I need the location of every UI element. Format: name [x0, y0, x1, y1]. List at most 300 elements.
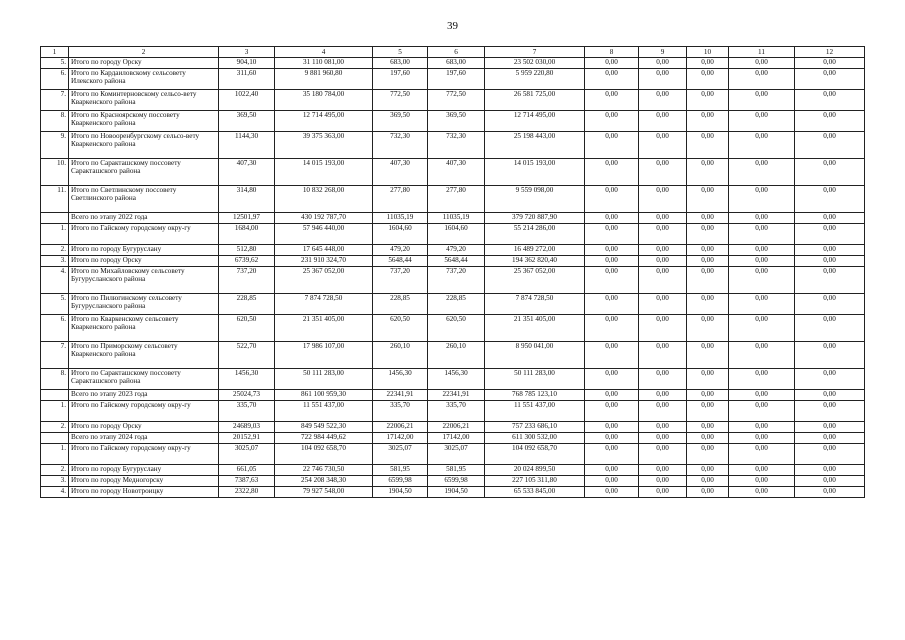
table-row: [41, 132, 865, 159]
value-cell-col-10: 0,00: [687, 294, 729, 315]
value-cell-col-4: 231 910 324,70: [275, 256, 373, 267]
value-cell-col-5: 11035,19: [373, 213, 428, 224]
table-row: [41, 159, 865, 186]
value-cell-col-4: 31 110 081,00: [275, 58, 373, 69]
value-cell-col-10: 0,00: [687, 444, 729, 465]
value-cell-col-8: 0,00: [585, 224, 639, 245]
value-cell-col-11: 0,00: [729, 476, 795, 487]
value-cell-col-12: 0,00: [795, 294, 865, 315]
table-row: [41, 111, 865, 132]
value-cell-col-5: 1604,60: [373, 224, 428, 245]
value-cell-col-11: 0,00: [729, 369, 795, 390]
value-cell-col-8: 0,00: [585, 433, 639, 444]
value-cell-col-10: 0,00: [687, 224, 729, 245]
value-cell-col-9: 0,00: [639, 132, 687, 159]
row-name-cell: Итого по городу Медногорску: [69, 476, 219, 487]
value-cell-col-4: 7 874 728,50: [275, 294, 373, 315]
column-header-9: 9: [639, 47, 687, 58]
value-cell-col-9: 0,00: [639, 433, 687, 444]
value-cell-col-11: 0,00: [729, 111, 795, 132]
value-cell-col-11: 0,00: [729, 267, 795, 294]
value-cell-col-10: 0,00: [687, 433, 729, 444]
column-header-12: 12: [795, 47, 865, 58]
value-cell-col-7: 25 198 443,00: [485, 132, 585, 159]
value-cell-col-7: 50 111 283,00: [485, 369, 585, 390]
row-name-cell: Итого по Красноярскому поссовету Кваркенского района: [69, 111, 219, 132]
value-cell-col-11: 0,00: [729, 90, 795, 111]
value-cell-col-10: 0,00: [687, 342, 729, 369]
value-cell-col-3: 12501,97: [219, 213, 275, 224]
value-cell-col-11: 0,00: [729, 342, 795, 369]
value-cell-col-5: 620,50: [373, 315, 428, 342]
value-cell-col-11: 0,00: [729, 401, 795, 422]
value-cell-col-10: 0,00: [687, 186, 729, 213]
value-cell-col-11: 0,00: [729, 444, 795, 465]
column-header-3: 3: [219, 47, 275, 58]
value-cell-col-11: 0,00: [729, 224, 795, 245]
row-name-cell: Всего по этапу 2022 года: [69, 213, 219, 224]
value-cell-col-9: 0,00: [639, 476, 687, 487]
value-cell-col-9: 0,00: [639, 444, 687, 465]
value-cell-col-6: 6599,98: [428, 476, 485, 487]
value-cell-col-12: 0,00: [795, 267, 865, 294]
value-cell-col-8: 0,00: [585, 69, 639, 90]
value-cell-col-4: 104 092 658,70: [275, 444, 373, 465]
value-cell-col-12: 0,00: [795, 90, 865, 111]
table-row: [41, 256, 865, 267]
value-cell-col-5: 772,50: [373, 90, 428, 111]
value-cell-col-12: 0,00: [795, 401, 865, 422]
value-cell-col-7: 104 092 658,70: [485, 444, 585, 465]
value-cell-col-6: 772,50: [428, 90, 485, 111]
row-number-cell: [41, 213, 69, 224]
row-number-cell: 7.: [41, 90, 69, 111]
value-cell-col-6: 17142,00: [428, 433, 485, 444]
row-name-cell: Итого по Саракташскому поссовету Саракташского района: [69, 369, 219, 390]
header-row: [41, 47, 865, 58]
row-name-cell: Итого по Новооренбургскому сельсо-вету Кваркенского района: [69, 132, 219, 159]
value-cell-col-12: 0,00: [795, 69, 865, 90]
value-cell-col-11: 0,00: [729, 256, 795, 267]
row-name-cell: Итого по Кардаиловскому сельсовету Илекского района: [69, 69, 219, 90]
value-cell-col-7: 9 559 098,00: [485, 186, 585, 213]
value-cell-col-10: 0,00: [687, 58, 729, 69]
value-cell-col-6: 197,60: [428, 69, 485, 90]
table-row: [41, 58, 865, 69]
value-cell-col-5: 1456,30: [373, 369, 428, 390]
value-cell-col-3: 512,80: [219, 245, 275, 256]
row-number-cell: 2.: [41, 422, 69, 433]
value-cell-col-3: 335,70: [219, 401, 275, 422]
value-cell-col-12: 0,00: [795, 245, 865, 256]
row-number-cell: 5.: [41, 294, 69, 315]
value-cell-col-10: 0,00: [687, 245, 729, 256]
row-name-cell: Итого по Светлинскому поссовету Светлинского района: [69, 186, 219, 213]
value-cell-col-11: 0,00: [729, 390, 795, 401]
table-row: [41, 422, 865, 433]
row-number-cell: 4.: [41, 267, 69, 294]
value-cell-col-11: 0,00: [729, 422, 795, 433]
table-row: [41, 487, 865, 498]
value-cell-col-10: 0,00: [687, 476, 729, 487]
value-cell-col-12: 0,00: [795, 213, 865, 224]
value-cell-col-7: 21 351 405,00: [485, 315, 585, 342]
value-cell-col-5: 1904,50: [373, 487, 428, 498]
value-cell-col-8: 0,00: [585, 267, 639, 294]
value-cell-col-11: 0,00: [729, 465, 795, 476]
value-cell-col-5: 369,50: [373, 111, 428, 132]
value-cell-col-5: 6599,98: [373, 476, 428, 487]
value-cell-col-9: 0,00: [639, 245, 687, 256]
value-cell-col-12: 0,00: [795, 159, 865, 186]
value-cell-col-10: 0,00: [687, 267, 729, 294]
table-row: [41, 369, 865, 390]
value-cell-col-9: 0,00: [639, 315, 687, 342]
value-cell-col-8: 0,00: [585, 369, 639, 390]
table-row: [41, 294, 865, 315]
value-cell-col-6: 683,00: [428, 58, 485, 69]
value-cell-col-3: 1144,30: [219, 132, 275, 159]
value-cell-col-11: 0,00: [729, 213, 795, 224]
value-cell-col-8: 0,00: [585, 342, 639, 369]
row-number-cell: 1.: [41, 224, 69, 245]
value-cell-col-7: 65 533 845,00: [485, 487, 585, 498]
row-name-cell: Итого по городу Бугуруслану: [69, 465, 219, 476]
value-cell-col-7: 7 874 728,50: [485, 294, 585, 315]
value-cell-col-3: 737,20: [219, 267, 275, 294]
table-row: [41, 444, 865, 465]
value-cell-col-3: 369,50: [219, 111, 275, 132]
value-cell-col-6: 3025,07: [428, 444, 485, 465]
value-cell-col-5: 335,70: [373, 401, 428, 422]
value-cell-col-6: 479,20: [428, 245, 485, 256]
value-cell-col-10: 0,00: [687, 69, 729, 90]
value-cell-col-6: 581,95: [428, 465, 485, 476]
value-cell-col-10: 0,00: [687, 256, 729, 267]
value-cell-col-7: 379 720 887,90: [485, 213, 585, 224]
row-name-cell: Итого по городу Бугуруслану: [69, 245, 219, 256]
column-header-6: 6: [428, 47, 485, 58]
value-cell-col-12: 0,00: [795, 369, 865, 390]
value-cell-col-12: 0,00: [795, 422, 865, 433]
table-row: [41, 315, 865, 342]
value-cell-col-12: 0,00: [795, 476, 865, 487]
value-cell-col-6: 369,50: [428, 111, 485, 132]
value-cell-col-8: 0,00: [585, 132, 639, 159]
column-header-7: 7: [485, 47, 585, 58]
value-cell-col-10: 0,00: [687, 111, 729, 132]
value-cell-col-12: 0,00: [795, 487, 865, 498]
value-cell-col-9: 0,00: [639, 294, 687, 315]
row-number-cell: 11.: [41, 186, 69, 213]
value-cell-col-7: 12 714 495,00: [485, 111, 585, 132]
value-cell-col-8: 0,00: [585, 256, 639, 267]
row-name-cell: Итого по городу Орску: [69, 256, 219, 267]
value-cell-col-3: 522,70: [219, 342, 275, 369]
row-name-cell: Всего по этапу 2024 года: [69, 433, 219, 444]
row-number-cell: 3.: [41, 476, 69, 487]
value-cell-col-12: 0,00: [795, 111, 865, 132]
value-cell-col-11: 0,00: [729, 315, 795, 342]
table-body: [41, 58, 865, 498]
value-cell-col-7: 8 950 041,00: [485, 342, 585, 369]
row-name-cell: Итого по городу Орску: [69, 422, 219, 433]
value-cell-col-3: 25024,73: [219, 390, 275, 401]
value-cell-col-4: 57 946 440,00: [275, 224, 373, 245]
value-cell-col-11: 0,00: [729, 69, 795, 90]
value-cell-col-3: 314,80: [219, 186, 275, 213]
row-name-cell: Итого по Коминтерновскому сельсо-вету Кваркенского района: [69, 90, 219, 111]
value-cell-col-3: 3025,07: [219, 444, 275, 465]
value-cell-col-4: 861 100 959,30: [275, 390, 373, 401]
value-cell-col-4: 25 367 052,00: [275, 267, 373, 294]
value-cell-col-10: 0,00: [687, 159, 729, 186]
table-row: [41, 433, 865, 444]
value-cell-col-11: 0,00: [729, 58, 795, 69]
value-cell-col-6: 620,50: [428, 315, 485, 342]
value-cell-col-12: 0,00: [795, 256, 865, 267]
value-cell-col-8: 0,00: [585, 444, 639, 465]
value-cell-col-7: 194 362 820,40: [485, 256, 585, 267]
value-cell-col-12: 0,00: [795, 132, 865, 159]
value-cell-col-7: 768 785 123,10: [485, 390, 585, 401]
value-cell-col-6: 407,30: [428, 159, 485, 186]
value-cell-col-7: 227 105 311,80: [485, 476, 585, 487]
value-cell-col-9: 0,00: [639, 422, 687, 433]
value-cell-col-9: 0,00: [639, 69, 687, 90]
value-cell-col-9: 0,00: [639, 401, 687, 422]
value-cell-col-5: 479,20: [373, 245, 428, 256]
page-number: 39: [447, 20, 458, 32]
value-cell-col-4: 79 927 548,00: [275, 487, 373, 498]
column-header-8: 8: [585, 47, 639, 58]
table-row: [41, 476, 865, 487]
value-cell-col-9: 0,00: [639, 111, 687, 132]
table-row: [41, 245, 865, 256]
value-cell-col-12: 0,00: [795, 342, 865, 369]
value-cell-col-12: 0,00: [795, 465, 865, 476]
value-cell-col-9: 0,00: [639, 58, 687, 69]
value-cell-col-9: 0,00: [639, 256, 687, 267]
row-number-cell: 2.: [41, 245, 69, 256]
row-number-cell: 1.: [41, 401, 69, 422]
value-cell-col-7: 55 214 286,00: [485, 224, 585, 245]
value-cell-col-12: 0,00: [795, 444, 865, 465]
table-row: [41, 390, 865, 401]
value-cell-col-4: 849 549 522,30: [275, 422, 373, 433]
row-number-cell: 6.: [41, 315, 69, 342]
value-cell-col-10: 0,00: [687, 132, 729, 159]
value-cell-col-10: 0,00: [687, 422, 729, 433]
row-number-cell: 4.: [41, 487, 69, 498]
value-cell-col-5: 737,20: [373, 267, 428, 294]
value-cell-col-9: 0,00: [639, 342, 687, 369]
row-name-cell: Итого по Гайскому городскому окру-гу: [69, 444, 219, 465]
value-cell-col-11: 0,00: [729, 159, 795, 186]
value-cell-col-3: 311,60: [219, 69, 275, 90]
value-cell-col-3: 661,05: [219, 465, 275, 476]
value-cell-col-10: 0,00: [687, 390, 729, 401]
value-cell-col-8: 0,00: [585, 294, 639, 315]
row-name-cell: Итого по Михайловскому сельсовету Бугурусланского района: [69, 267, 219, 294]
value-cell-col-8: 0,00: [585, 159, 639, 186]
value-cell-col-6: 1604,60: [428, 224, 485, 245]
value-cell-col-9: 0,00: [639, 267, 687, 294]
value-cell-col-9: 0,00: [639, 159, 687, 186]
row-name-cell: Итого по Приморскому сельсовету Кваркенского района: [69, 342, 219, 369]
value-cell-col-12: 0,00: [795, 315, 865, 342]
value-cell-col-6: 22006,21: [428, 422, 485, 433]
table-row: [41, 69, 865, 90]
row-number-cell: 6.: [41, 69, 69, 90]
value-cell-col-6: 1456,30: [428, 369, 485, 390]
value-cell-col-5: 732,30: [373, 132, 428, 159]
column-header-10: 10: [687, 47, 729, 58]
value-cell-col-8: 0,00: [585, 90, 639, 111]
value-cell-col-5: 228,85: [373, 294, 428, 315]
value-cell-col-4: 9 881 960,80: [275, 69, 373, 90]
value-cell-col-6: 732,30: [428, 132, 485, 159]
row-name-cell: Итого по Кваркенскому сельсовету Кваркенского района: [69, 315, 219, 342]
value-cell-col-6: 335,70: [428, 401, 485, 422]
row-number-cell: 2.: [41, 465, 69, 476]
value-cell-col-8: 0,00: [585, 390, 639, 401]
value-cell-col-12: 0,00: [795, 224, 865, 245]
value-cell-col-7: 757 233 686,10: [485, 422, 585, 433]
value-cell-col-3: 228,85: [219, 294, 275, 315]
value-cell-col-6: 260,10: [428, 342, 485, 369]
value-cell-col-8: 0,00: [585, 487, 639, 498]
table-row: [41, 90, 865, 111]
column-header-4: 4: [275, 47, 373, 58]
value-cell-col-4: 12 714 495,00: [275, 111, 373, 132]
column-header-2: 2: [69, 47, 219, 58]
value-cell-col-9: 0,00: [639, 186, 687, 213]
value-cell-col-8: 0,00: [585, 422, 639, 433]
value-cell-col-3: 904,10: [219, 58, 275, 69]
value-cell-col-6: 737,20: [428, 267, 485, 294]
value-cell-col-4: 430 192 787,70: [275, 213, 373, 224]
table-row: [41, 213, 865, 224]
value-cell-col-4: 17 986 107,00: [275, 342, 373, 369]
value-cell-col-3: 7387,63: [219, 476, 275, 487]
value-cell-col-8: 0,00: [585, 476, 639, 487]
value-cell-col-11: 0,00: [729, 245, 795, 256]
row-number-cell: 5.: [41, 58, 69, 69]
value-cell-col-5: 5648,44: [373, 256, 428, 267]
value-cell-col-6: 277,80: [428, 186, 485, 213]
value-cell-col-4: 10 832 268,00: [275, 186, 373, 213]
value-cell-col-4: 14 015 193,00: [275, 159, 373, 186]
value-cell-col-10: 0,00: [687, 401, 729, 422]
value-cell-col-5: 683,00: [373, 58, 428, 69]
value-cell-col-10: 0,00: [687, 487, 729, 498]
row-number-cell: 8.: [41, 111, 69, 132]
table-row: [41, 342, 865, 369]
value-cell-col-7: 611 300 532,00: [485, 433, 585, 444]
value-cell-col-12: 0,00: [795, 390, 865, 401]
row-name-cell: Итого по Саракташскому поссовету Саракташского района: [69, 159, 219, 186]
value-cell-col-3: 1684,00: [219, 224, 275, 245]
column-header-5: 5: [373, 47, 428, 58]
value-cell-col-3: 6739,62: [219, 256, 275, 267]
value-cell-col-3: 1456,30: [219, 369, 275, 390]
value-cell-col-10: 0,00: [687, 315, 729, 342]
value-cell-col-5: 277,80: [373, 186, 428, 213]
value-cell-col-12: 0,00: [795, 186, 865, 213]
value-cell-col-7: 11 551 437,00: [485, 401, 585, 422]
row-number-cell: 7.: [41, 342, 69, 369]
value-cell-col-6: 11035,19: [428, 213, 485, 224]
value-cell-col-6: 5648,44: [428, 256, 485, 267]
value-cell-col-5: 581,95: [373, 465, 428, 476]
value-cell-col-10: 0,00: [687, 465, 729, 476]
value-cell-col-10: 0,00: [687, 90, 729, 111]
value-cell-col-12: 0,00: [795, 433, 865, 444]
value-cell-col-9: 0,00: [639, 465, 687, 476]
row-name-cell: Итого по городу Новотроицку: [69, 487, 219, 498]
value-cell-col-11: 0,00: [729, 186, 795, 213]
value-cell-col-4: 22 746 730,50: [275, 465, 373, 476]
value-cell-col-5: 197,60: [373, 69, 428, 90]
value-cell-col-3: 1022,40: [219, 90, 275, 111]
value-cell-col-8: 0,00: [585, 465, 639, 476]
value-cell-col-11: 0,00: [729, 487, 795, 498]
row-number-cell: 10.: [41, 159, 69, 186]
row-number-cell: [41, 433, 69, 444]
table-row: [41, 401, 865, 422]
row-number-cell: 8.: [41, 369, 69, 390]
row-number-cell: 9.: [41, 132, 69, 159]
value-cell-col-3: 620,50: [219, 315, 275, 342]
value-cell-col-6: 228,85: [428, 294, 485, 315]
table-row: [41, 186, 865, 213]
value-cell-col-4: 35 180 784,00: [275, 90, 373, 111]
row-number-cell: 1.: [41, 444, 69, 465]
table-row: [41, 224, 865, 245]
value-cell-col-10: 0,00: [687, 213, 729, 224]
row-number-cell: [41, 390, 69, 401]
column-header-11: 11: [729, 47, 795, 58]
value-cell-col-4: 11 551 437,00: [275, 401, 373, 422]
value-cell-col-7: 26 581 725,00: [485, 90, 585, 111]
value-cell-col-9: 0,00: [639, 90, 687, 111]
column-header-1: 1: [41, 47, 69, 58]
row-name-cell: Итого по городу Орску: [69, 58, 219, 69]
value-cell-col-10: 0,00: [687, 369, 729, 390]
value-cell-col-7: 23 502 030,00: [485, 58, 585, 69]
row-name-cell: Всего по этапу 2023 года: [69, 390, 219, 401]
table-row: [41, 465, 865, 476]
value-cell-col-4: 254 208 348,30: [275, 476, 373, 487]
value-cell-col-6: 22341,91: [428, 390, 485, 401]
value-cell-col-9: 0,00: [639, 224, 687, 245]
value-cell-col-11: 0,00: [729, 294, 795, 315]
value-cell-col-5: 3025,07: [373, 444, 428, 465]
value-cell-col-3: 407,30: [219, 159, 275, 186]
value-cell-col-5: 260,10: [373, 342, 428, 369]
value-cell-col-11: 0,00: [729, 132, 795, 159]
value-cell-col-7: 5 959 220,80: [485, 69, 585, 90]
value-cell-col-3: 24689,03: [219, 422, 275, 433]
value-cell-col-8: 0,00: [585, 111, 639, 132]
value-cell-col-8: 0,00: [585, 186, 639, 213]
data-table: [40, 46, 865, 498]
row-name-cell: Итого по Пилюгинскому сельсовету Бугурусланского района: [69, 294, 219, 315]
value-cell-col-4: 17 645 448,00: [275, 245, 373, 256]
value-cell-col-8: 0,00: [585, 213, 639, 224]
value-cell-col-7: 16 489 272,00: [485, 245, 585, 256]
